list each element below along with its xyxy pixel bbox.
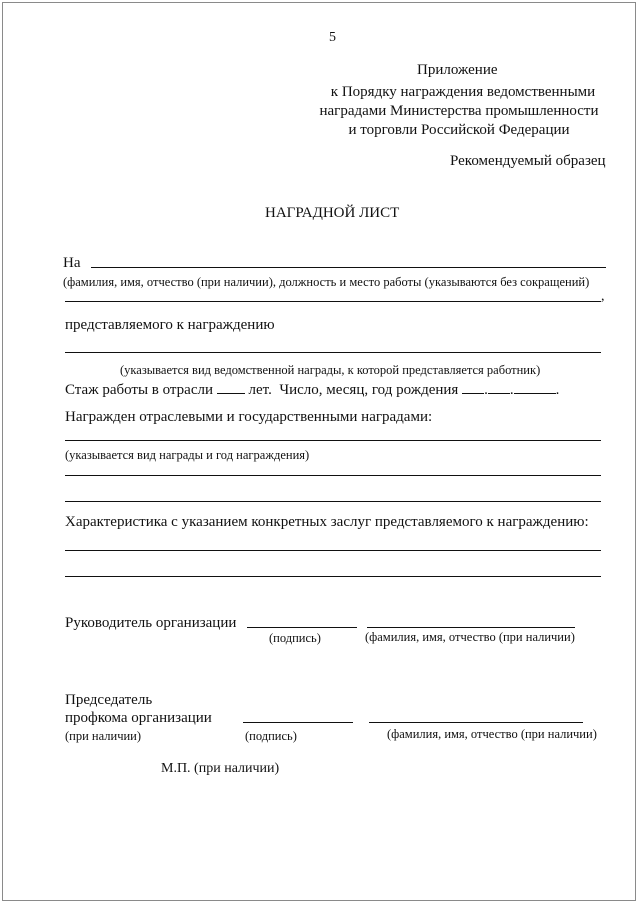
appendix-line-2: наградами Министерства промышленности [319, 103, 599, 119]
sample-note: Рекомендуемый образец [450, 153, 606, 169]
head-signature-hint: (подпись) [269, 631, 321, 645]
union-name-line[interactable] [369, 722, 583, 723]
head-name-line[interactable] [367, 627, 575, 628]
recipient-prefix: На [63, 255, 81, 271]
head-name-hint: (фамилия, имя, отчество (при наличии) [365, 630, 575, 644]
experience-years-field[interactable] [217, 383, 245, 394]
union-label-line-1: Председатель [65, 692, 153, 708]
recipient-line[interactable] [91, 267, 606, 268]
document-page [2, 2, 636, 901]
union-signature-hint: (подпись) [245, 729, 297, 743]
union-label-line-2: профкома организации [65, 710, 212, 726]
award-line[interactable] [65, 352, 601, 353]
stamp-note: М.П. (при наличии) [161, 761, 280, 776]
birth-day-field[interactable] [462, 383, 484, 394]
appendix-line-1: к Порядку награждения ведомственными [330, 84, 596, 100]
experience-row [65, 382, 559, 399]
form-title: НАГРАДНОЙ ЛИСТ [265, 205, 400, 221]
recipient-hint: (фамилия, имя, отчество (при наличии), должность и место работы (указываются без сокращений) [63, 275, 590, 289]
union-signature-line[interactable] [243, 722, 353, 723]
birth-year-field[interactable] [514, 383, 556, 394]
awards-line-2[interactable] [65, 475, 601, 476]
award-hint: (указывается вид ведомственной награды, к которой представляется работник) [120, 363, 541, 377]
page-number: 5 [329, 30, 336, 45]
nominated-label: представляемого к награждению [65, 317, 275, 333]
awards-line-1[interactable] [65, 440, 601, 441]
experience-label: Стаж работы в отрасли [65, 382, 213, 398]
awards-line-3[interactable] [65, 501, 601, 502]
head-signature-line[interactable] [247, 627, 357, 628]
birth-dot-2: . [509, 382, 514, 398]
birth-label: Число, месяц, год рождения [279, 382, 459, 398]
appendix-title: Приложение [417, 62, 498, 78]
birth-dot-end: . [555, 382, 560, 398]
characteristic-line-1[interactable] [65, 550, 601, 551]
birth-dot-1: . [484, 382, 488, 398]
head-label: Руководитель организации [65, 615, 237, 631]
experience-years-suffix: лет. [248, 382, 272, 398]
recipient-line-2[interactable] [65, 301, 601, 302]
awards-hint: (указывается вид награды и год награждения) [65, 448, 310, 462]
characteristic-label: Характеристика с указанием конкретных заслуг представляемого к награждению: [65, 514, 589, 530]
awards-label: Награжден отраслевыми и государственными наградами: [65, 409, 433, 425]
union-label-note: (при наличии) [65, 729, 142, 743]
appendix-line-3: и торговли Российской Федерации [348, 122, 570, 138]
union-name-hint: (фамилия, имя, отчество (при наличии) [387, 727, 597, 741]
birth-month-field[interactable] [488, 383, 510, 394]
recipient-comma: , [601, 289, 605, 304]
characteristic-line-2[interactable] [65, 576, 601, 577]
